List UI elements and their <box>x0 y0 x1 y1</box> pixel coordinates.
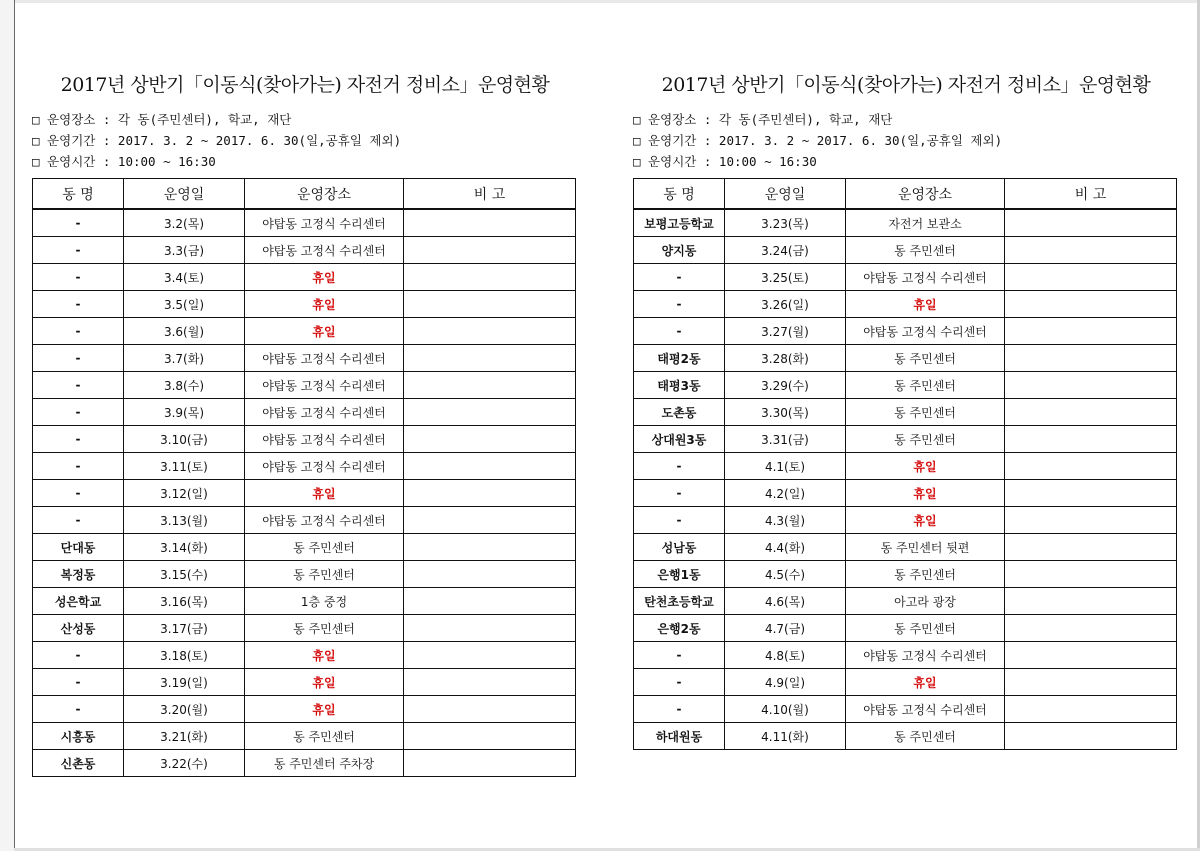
cell-note <box>1005 723 1177 750</box>
cell-place: 야탑동 고정식 수리센터 <box>846 696 1005 723</box>
cell-date: 4.10(월) <box>725 696 846 723</box>
table-row <box>634 696 1177 723</box>
cell-dong: - <box>33 507 124 534</box>
table-body <box>33 209 576 777</box>
cell-dong: - <box>33 372 124 399</box>
cell-date: 3.3(금) <box>124 237 245 264</box>
cell-dong: 보평고등학교 <box>634 209 725 237</box>
cell-place: 야탑동 고정식 수리센터 <box>245 209 404 237</box>
column-header-dong: 동 명 <box>634 179 725 210</box>
cell-date: 3.12(일) <box>124 480 245 507</box>
table-row <box>634 209 1177 237</box>
cell-note <box>404 507 576 534</box>
cell-place: 야탑동 고정식 수리센터 <box>245 372 404 399</box>
cell-note <box>1005 534 1177 561</box>
cell-dong: - <box>33 209 124 237</box>
cell-note <box>1005 345 1177 372</box>
column-header-date: 운영일 <box>725 179 846 210</box>
cell-dong: 상대원3동 <box>634 426 725 453</box>
table-row <box>33 318 576 345</box>
cell-note <box>1005 209 1177 237</box>
cell-note <box>1005 426 1177 453</box>
table-row <box>33 399 576 426</box>
cell-note <box>404 345 576 372</box>
table-row <box>33 561 576 588</box>
cell-dong: 성은학교 <box>33 588 124 615</box>
cell-date: 3.24(금) <box>725 237 846 264</box>
schedule-page-right <box>633 70 1179 750</box>
window-top-edge <box>0 0 1200 3</box>
table-row <box>634 588 1177 615</box>
table-row <box>33 237 576 264</box>
table-body <box>634 209 1177 750</box>
cell-dong: 복정동 <box>33 561 124 588</box>
schedule-page-left <box>32 70 578 777</box>
cell-place: 야탑동 고정식 수리센터 <box>846 642 1005 669</box>
cell-dong: - <box>634 480 725 507</box>
cell-note <box>1005 291 1177 318</box>
cell-place: 동 주민센터 <box>846 399 1005 426</box>
table-row <box>634 345 1177 372</box>
cell-place: 휴일 <box>846 291 1005 318</box>
table-row <box>33 480 576 507</box>
cell-date: 4.6(목) <box>725 588 846 615</box>
cell-note <box>404 291 576 318</box>
cell-date: 3.7(화) <box>124 345 245 372</box>
cell-note <box>404 318 576 345</box>
cell-place: 휴일 <box>245 318 404 345</box>
cell-date: 4.4(화) <box>725 534 846 561</box>
table-row <box>634 453 1177 480</box>
cell-note <box>404 209 576 237</box>
cell-date: 4.11(화) <box>725 723 846 750</box>
cell-date: 4.2(일) <box>725 480 846 507</box>
cell-dong: - <box>634 318 725 345</box>
cell-date: 3.28(화) <box>725 345 846 372</box>
cell-dong: 탄천초등학교 <box>634 588 725 615</box>
table-row <box>634 237 1177 264</box>
cell-place: 휴일 <box>245 696 404 723</box>
cell-date: 3.9(목) <box>124 399 245 426</box>
table-row <box>33 264 576 291</box>
cell-dong: - <box>634 453 725 480</box>
cell-place: 야탑동 고정식 수리센터 <box>245 237 404 264</box>
cell-dong: - <box>33 399 124 426</box>
info-location: □ 운영장소 : 각 동(주민센터), 학교, 재단 <box>32 112 292 127</box>
cell-date: 3.22(수) <box>124 750 245 777</box>
cell-note <box>404 561 576 588</box>
cell-place: 야탑동 고정식 수리센터 <box>245 399 404 426</box>
info-hours: □ 운영시간 : 10:00 ~ 16:30 <box>633 154 817 169</box>
table-row <box>33 291 576 318</box>
cell-place: 자전거 보관소 <box>846 209 1005 237</box>
table-row <box>634 642 1177 669</box>
cell-place: 동 주민센터 <box>846 345 1005 372</box>
cell-place: 휴일 <box>846 507 1005 534</box>
table-row <box>33 507 576 534</box>
cell-date: 3.21(화) <box>124 723 245 750</box>
table-row <box>634 669 1177 696</box>
cell-date: 3.5(일) <box>124 291 245 318</box>
table-row <box>634 480 1177 507</box>
table-row <box>634 426 1177 453</box>
cell-date: 3.27(월) <box>725 318 846 345</box>
table-row <box>33 750 576 777</box>
table-row <box>634 534 1177 561</box>
cell-dong: 하대원동 <box>634 723 725 750</box>
table-row <box>33 453 576 480</box>
cell-note <box>404 237 576 264</box>
cell-date: 3.20(월) <box>124 696 245 723</box>
cell-date: 4.8(토) <box>725 642 846 669</box>
page-title: 2017년 상반기「이동식(찾아가는) 자전거 정비소」운영현황 <box>661 74 1151 96</box>
cell-dong: - <box>634 669 725 696</box>
cell-dong: 신촌동 <box>33 750 124 777</box>
cell-place: 1층 중정 <box>245 588 404 615</box>
cell-dong: - <box>33 264 124 291</box>
cell-place: 동 주민센터 <box>846 723 1005 750</box>
info-period: □ 운영기간 : 2017. 3. 2 ~ 2017. 6. 30(일,공휴일 제외) <box>32 133 402 148</box>
cell-note <box>404 696 576 723</box>
cell-note <box>1005 480 1177 507</box>
cell-note <box>404 615 576 642</box>
cell-dong: - <box>634 264 725 291</box>
cell-place: 야탑동 고정식 수리센터 <box>245 345 404 372</box>
cell-dong: - <box>33 318 124 345</box>
cell-date: 3.26(일) <box>725 291 846 318</box>
table-row <box>33 615 576 642</box>
cell-place: 동 주민센터 <box>846 426 1005 453</box>
table-header-row <box>634 179 1177 210</box>
cell-note <box>1005 318 1177 345</box>
cell-date: 3.19(일) <box>124 669 245 696</box>
cell-place: 동 주민센터 <box>245 615 404 642</box>
cell-place: 휴일 <box>245 291 404 318</box>
cell-dong: 은행1동 <box>634 561 725 588</box>
cell-date: 4.1(토) <box>725 453 846 480</box>
cell-date: 3.13(월) <box>124 507 245 534</box>
cell-place: 야탑동 고정식 수리센터 <box>846 318 1005 345</box>
info-location: □ 운영장소 : 각 동(주민센터), 학교, 재단 <box>633 112 893 127</box>
cell-note <box>404 588 576 615</box>
cell-place: 동 주민센터 <box>846 372 1005 399</box>
table-row <box>33 723 576 750</box>
cell-dong: 성남동 <box>634 534 725 561</box>
column-header-date: 운영일 <box>124 179 245 210</box>
cell-date: 4.3(월) <box>725 507 846 534</box>
cell-place: 휴일 <box>846 669 1005 696</box>
cell-note <box>1005 669 1177 696</box>
table-row <box>634 615 1177 642</box>
cell-date: 3.14(화) <box>124 534 245 561</box>
cell-place: 동 주민센터 <box>245 561 404 588</box>
table-row <box>634 561 1177 588</box>
cell-date: 4.9(일) <box>725 669 846 696</box>
cell-date: 3.6(월) <box>124 318 245 345</box>
table-row <box>33 669 576 696</box>
cell-note <box>1005 642 1177 669</box>
cell-note <box>404 426 576 453</box>
cell-dong: 시흥동 <box>33 723 124 750</box>
cell-dong: 태평3동 <box>634 372 725 399</box>
cell-place: 아고라 광장 <box>846 588 1005 615</box>
cell-place: 동 주민센터 <box>245 723 404 750</box>
cell-date: 3.16(목) <box>124 588 245 615</box>
cell-note <box>1005 588 1177 615</box>
cell-dong: 산성동 <box>33 615 124 642</box>
cell-note <box>404 723 576 750</box>
cell-date: 3.8(수) <box>124 372 245 399</box>
column-header-place: 운영장소 <box>846 179 1005 210</box>
table-row <box>634 318 1177 345</box>
cell-dong: - <box>33 426 124 453</box>
cell-note <box>404 399 576 426</box>
cell-dong: - <box>33 237 124 264</box>
cell-place: 동 주민센터 <box>245 534 404 561</box>
cell-note <box>404 642 576 669</box>
cell-date: 3.30(목) <box>725 399 846 426</box>
cell-place: 휴일 <box>245 669 404 696</box>
cell-note <box>1005 264 1177 291</box>
cell-dong: 은행2동 <box>634 615 725 642</box>
table-row <box>33 372 576 399</box>
column-header-place: 운영장소 <box>245 179 404 210</box>
cell-note <box>1005 696 1177 723</box>
cell-dong: - <box>634 696 725 723</box>
cell-note <box>1005 507 1177 534</box>
cell-dong: - <box>634 507 725 534</box>
cell-date: 4.5(수) <box>725 561 846 588</box>
cell-place: 야탑동 고정식 수리센터 <box>245 507 404 534</box>
table-row <box>634 507 1177 534</box>
cell-note <box>404 750 576 777</box>
table-row <box>33 345 576 372</box>
cell-note <box>1005 399 1177 426</box>
cell-dong: 태평2동 <box>634 345 725 372</box>
cell-date: 3.15(수) <box>124 561 245 588</box>
cell-note <box>404 453 576 480</box>
cell-date: 3.25(토) <box>725 264 846 291</box>
cell-place: 휴일 <box>245 642 404 669</box>
table-row <box>33 426 576 453</box>
table-row <box>33 534 576 561</box>
cell-dong: - <box>33 669 124 696</box>
table-row <box>634 723 1177 750</box>
column-header-note: 비 고 <box>1005 179 1177 210</box>
page-title: 2017년 상반기「이동식(찾아가는) 자전거 정비소」운영현황 <box>60 74 550 96</box>
cell-note <box>404 372 576 399</box>
cell-place: 휴일 <box>245 480 404 507</box>
table-row <box>33 642 576 669</box>
cell-dong: - <box>33 453 124 480</box>
cell-date: 3.23(목) <box>725 209 846 237</box>
cell-place: 야탑동 고정식 수리센터 <box>245 426 404 453</box>
cell-dong: - <box>33 696 124 723</box>
cell-note <box>1005 372 1177 399</box>
cell-dong: - <box>33 345 124 372</box>
schedule-table <box>633 178 1177 750</box>
cell-note <box>1005 561 1177 588</box>
cell-place: 동 주민센터 <box>846 237 1005 264</box>
cell-place: 동 주민센터 주차장 <box>245 750 404 777</box>
cell-note <box>404 264 576 291</box>
info-period: □ 운영기간 : 2017. 3. 2 ~ 2017. 6. 30(일,공휴일 제외) <box>633 133 1003 148</box>
cell-place: 야탑동 고정식 수리센터 <box>846 264 1005 291</box>
cell-date: 3.4(토) <box>124 264 245 291</box>
cell-dong: - <box>634 291 725 318</box>
table-row <box>634 399 1177 426</box>
cell-place: 동 주민센터 뒷편 <box>846 534 1005 561</box>
cell-date: 4.7(금) <box>725 615 846 642</box>
cell-note <box>404 534 576 561</box>
table-row <box>33 588 576 615</box>
cell-date: 3.18(토) <box>124 642 245 669</box>
cell-dong: - <box>33 291 124 318</box>
info-hours: □ 운영시간 : 10:00 ~ 16:30 <box>32 154 216 169</box>
cell-place: 동 주민센터 <box>846 615 1005 642</box>
table-row <box>634 372 1177 399</box>
cell-dong: 단대동 <box>33 534 124 561</box>
column-header-note: 비 고 <box>404 179 576 210</box>
window-left-border <box>0 0 15 851</box>
cell-note <box>404 480 576 507</box>
cell-date: 3.31(금) <box>725 426 846 453</box>
cell-note <box>1005 615 1177 642</box>
cell-dong: - <box>634 642 725 669</box>
cell-date: 3.11(토) <box>124 453 245 480</box>
cell-dong: 도촌동 <box>634 399 725 426</box>
cell-note <box>404 669 576 696</box>
cell-dong: - <box>33 642 124 669</box>
cell-place: 휴일 <box>245 264 404 291</box>
table-row <box>33 696 576 723</box>
table-row <box>634 264 1177 291</box>
cell-place: 휴일 <box>846 453 1005 480</box>
cell-date: 3.10(금) <box>124 426 245 453</box>
cell-dong: 양지동 <box>634 237 725 264</box>
table-row <box>33 209 576 237</box>
table-row <box>634 291 1177 318</box>
cell-date: 3.17(금) <box>124 615 245 642</box>
table-header-row <box>33 179 576 210</box>
cell-note <box>1005 237 1177 264</box>
cell-place: 동 주민센터 <box>846 561 1005 588</box>
column-header-dong: 동 명 <box>33 179 124 210</box>
cell-date: 3.2(목) <box>124 209 245 237</box>
cell-place: 휴일 <box>846 480 1005 507</box>
cell-dong: - <box>33 480 124 507</box>
cell-note <box>1005 453 1177 480</box>
cell-place: 야탑동 고정식 수리센터 <box>245 453 404 480</box>
schedule-table <box>32 178 576 777</box>
cell-date: 3.29(수) <box>725 372 846 399</box>
